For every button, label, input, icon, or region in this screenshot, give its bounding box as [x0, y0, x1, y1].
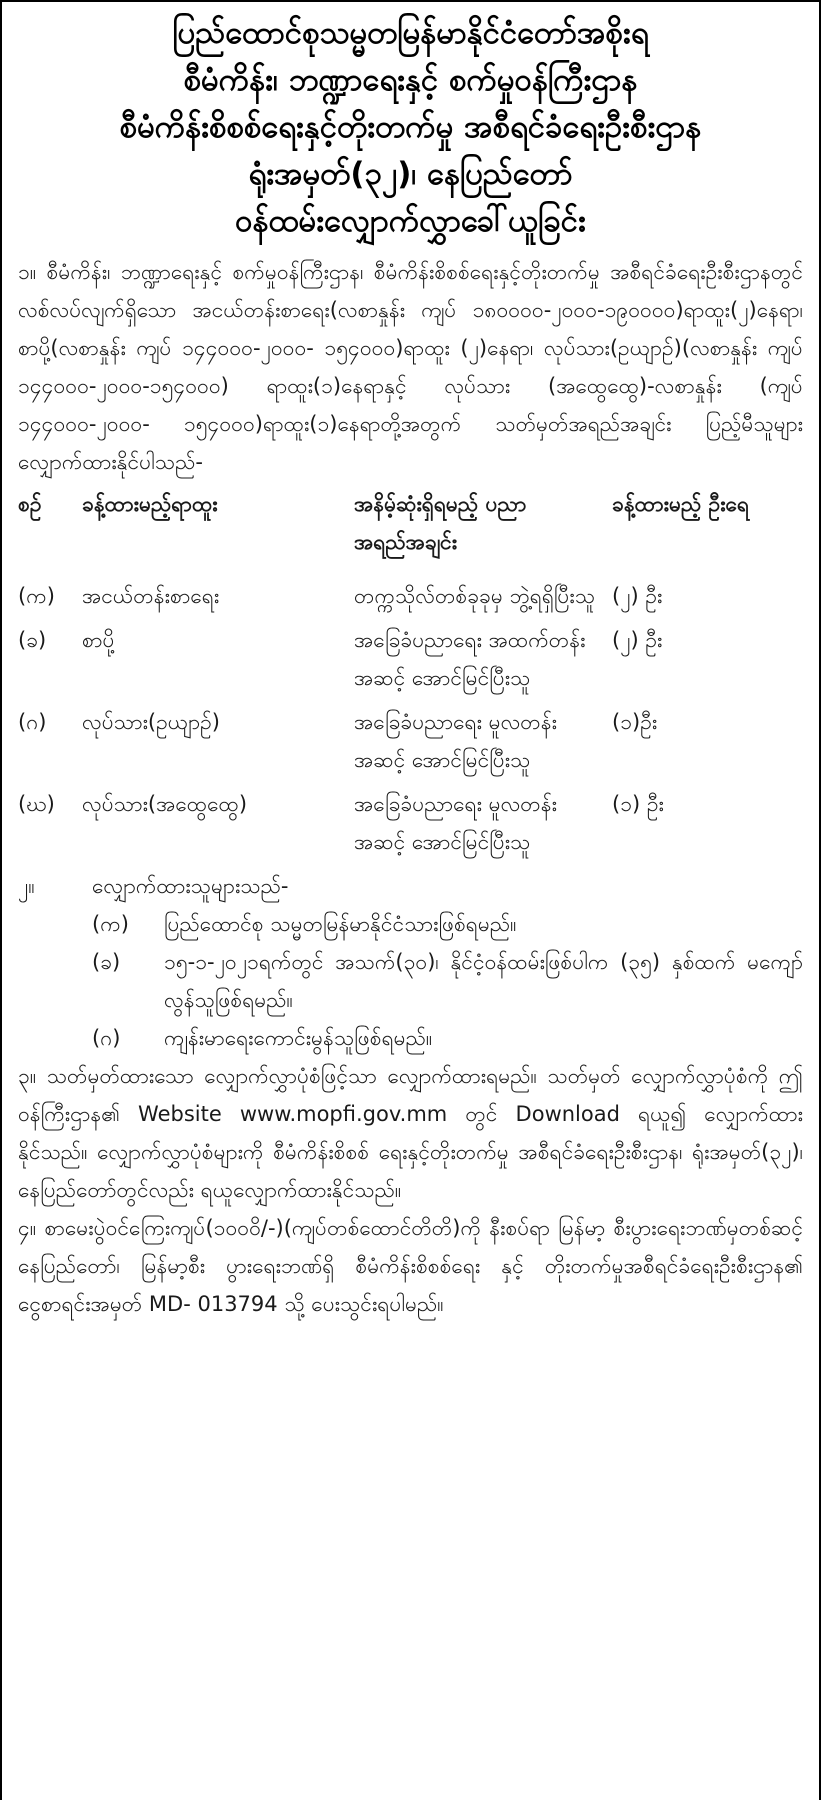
heading-department: စီမံကိန်းစိစစ်ရေးနှင့်တိုးတက်မှု အစီရင်ခံရေးဦးစီးဌာန	[119, 109, 702, 145]
row-qualification: အခြေခံပညာရေး မူလတန်းအဆင့် အောင်မြင်ပြီးသူ	[354, 792, 557, 854]
requirement-text: ပြည်ထောင်စု သမ္မတမြန်မာနိုင်ငံသားဖြစ်ရမည်။	[164, 912, 517, 936]
table-row	[18, 577, 803, 615]
row-position: စာပို့	[82, 628, 115, 652]
table-row	[18, 703, 803, 779]
requirement-text: ၁၅-၁-၂၀၂၁ရက်တွင် အသက်(၃၀)၊ နိုင်ငံ့ဝန်ထမ်းဖြစ်ပါက (၃၅) နှစ်ထက် မကျော်လွန်သူဖြစ်ရမည်။	[164, 950, 803, 1012]
row-position: လုပ်သား(ဥယျာဉ်)	[82, 710, 220, 734]
list-item	[18, 905, 803, 943]
row-no: (က)	[18, 584, 55, 608]
paragraph-3: ၃။ သတ်မှတ်ထားသော လျှောက်လွှာပုံစံဖြင့်သာ လျှောက်ထားရမည်။ သတ်မှတ် လျှောက်လွှာပုံစံကို ဤဝန်ကြီးဌာန၏ Website www.mopfi.gov.mm တွင် Download ရယူ၍ လျှောက်ထားနိုင်သည်။ လျှောက်လွှာပုံစံများကို စီမံကိန်းစိစစ် ရေးနှင့်တိုးတက်မှု အစီရင်ခံရေးဦးစီးဌာန၊ ရုံးအမှတ်(၃၂)၊ နေပြည်တော်တွင်လည်း ရယူလျှောက်ထားနိုင်သည်။	[18, 1064, 803, 1202]
row-no: (ဃ)	[18, 792, 55, 816]
row-position: လုပ်သား(အထွေထွေ)	[82, 792, 248, 816]
row-count: (၂) ဦး	[612, 628, 663, 652]
row-no: (ခ)	[18, 628, 47, 652]
col-header-qualification: အနိမ့်ဆုံးရှိရမည့် ပညာအရည်အချင်း	[354, 492, 527, 554]
requirement-label: (ဂ)	[92, 1026, 121, 1050]
requirement-label: (က)	[92, 912, 129, 936]
requirements-section	[18, 867, 803, 1057]
col-header-position: ခန့်ထားမည့်ရာထူး	[82, 492, 218, 516]
table-row	[18, 785, 803, 861]
row-qualification: တက္ကသိုလ်တစ်ခုခုမှ ဘွဲ့ရရှိပြီးသူ	[354, 584, 596, 608]
heading-ministry: စီမံကိန်း၊ ဘဏ္ဍာရေးနှင့် စက်မှုဝန်ကြီးဌာန	[183, 62, 638, 98]
paragraph-4: ၄။ စာမေးပွဲဝင်ကြေးကျပ်(၁၀၀၀ိ/-)(ကျပ်တစ်ထောင်တိတိ)ကို နီးစပ်ရာ မြန်မာ့ စီးပွားရေးဘဏ်မှတစ်ဆင့် နေပြည်တော်၊ မြန်မာ့စီး ပွားရေးဘဏ်ရှိ စီမံကိန်းစိစစ်ရေး နှင့် တိုးတက်မှုအစီရင်ခံရေးဦးစီးဌာန၏ ငွေစာရင်းအမှတ် MD- 013794 သို့ ပေးသွင်းရပါမည်။	[18, 1216, 803, 1316]
heading-government: ပြည်ထောင်စုသမ္မတမြန်မာနိုင်ငံတော်အစိုးရ	[172, 15, 649, 51]
vacancy-table	[18, 485, 803, 861]
list-item	[18, 943, 803, 1019]
list-item	[18, 1019, 803, 1057]
heading-office: ရုံးအမှတ်(၃၂)၊ နေပြည်တော်	[248, 156, 573, 192]
row-qualification: အခြေခံပညာရေး မူလတန်းအဆင့် အောင်မြင်ပြီးသူ	[354, 710, 557, 772]
heading-title: ဝန်ထမ်းလျှောက်လွှာခေါ်ယူခြင်း	[235, 203, 586, 239]
row-qualification: အခြေခံပညာရေး အထက်တန်းအဆင့် အောင်မြင်ပြီးသူ	[354, 628, 586, 690]
col-header-no: စဉ်	[18, 492, 42, 516]
paragraph-2-number: ၂။	[18, 874, 35, 898]
requirement-label: (ခ)	[92, 950, 121, 974]
row-position: အငယ်တန်းစာရေး	[82, 584, 220, 608]
row-no: (ဂ)	[18, 710, 47, 734]
row-count: (၁)ဦး	[612, 710, 658, 734]
table-header-row	[18, 485, 803, 561]
notice-header	[18, 10, 803, 245]
paragraph-2-title: လျှောက်ထားသူများသည်-	[92, 874, 289, 898]
table-row	[18, 621, 803, 697]
row-count: (၁) ဦး	[612, 792, 664, 816]
row-count: (၂) ဦး	[612, 584, 663, 608]
requirements-heading	[18, 867, 803, 905]
requirement-text: ကျန်းမာရေးကောင်းမွန်သူဖြစ်ရမည်။	[164, 1026, 433, 1050]
col-header-count: ခန့်ထားမည့် ဦးရေ	[612, 492, 750, 516]
paragraph-1: ၁။ စီမံကိန်း၊ ဘဏ္ဍာရေးနှင့် စက်မှုဝန်ကြီးဌာန၊ စီမံကိန်းစိစစ်ရေးနှင့်တိုးတက်မှု အစီရင်ခံရေးဦးစီးဌာနတွင် လစ်လပ်လျက်ရှိသော အငယ်တန်းစာရေး(လစာနှုန်း ကျပ် ၁၈၀၀၀၀-၂၀၀၀-၁၉၀၀၀၀)ရာထူး(၂)နေရာ၊ စာပို့(လစာနှုန်း ကျပ် ၁၄၄၀၀၀-၂၀၀၀- ၁၅၄၀၀၀)ရာထူး (၂)နေရာ၊ လုပ်သား(ဥယျာဉ်)(လစာနှုန်း ကျပ် ၁၄၄၀၀၀-၂၀၀၀-၁၅၄၀၀၀) ရာထူး(၁)နေရာနှင့် လုပ်သား (အထွေထွေ)-လစာနှုန်း (ကျပ် ၁၄၄၀၀၀-၂၀၀၀- ၁၅၄၀၀၀)ရာထူး(၁)နေရာတို့အတွက် သတ်မှတ်အရည်အချင်း ပြည့်မီသူများ လျှောက်ထားနိုင်ပါသည်-	[18, 260, 803, 474]
